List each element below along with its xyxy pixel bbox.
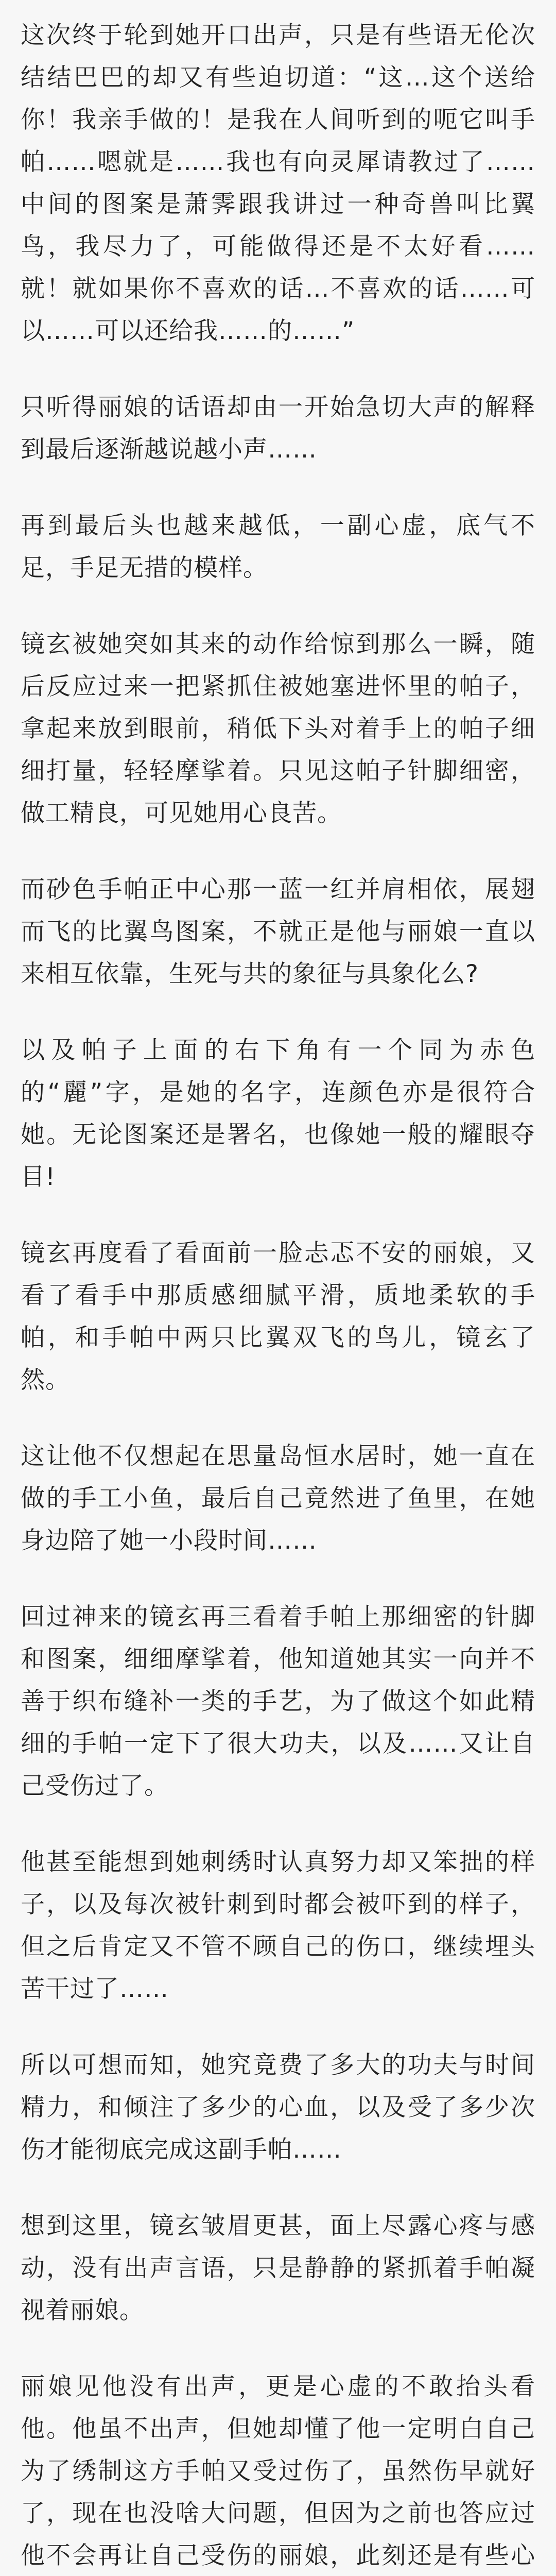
paragraph: 再到最后头也越来越低，一副心虚，底气不足，手足无措的模样。 [21, 512, 535, 582]
paragraph: 这次终于轮到她开口出声，只是有些语无伦次结结巴巴的却又有些迫切道：“这…这个送给你！我亲手做的！是我在人间听到的呃它叫手帕……嗯就是……我也有向灵犀请教过了……中间的图案是萧霁跟我讲过一种奇兽叫比翼鸟，我尽力了，可能做得还是不太好看……就！就如果你不喜欢的话…不喜欢的话……可以……可以还给我……的……” [21, 21, 535, 345]
paragraph: 镜玄被她突如其来的动作给惊到那么一瞬，随后反应过来一把紧抓住被她塞进怀里的帕子，拿起来放到眼前，稍低下头对着手上的帕子细细打量，轻轻摩挲着。只见这帕子针脚细密，做工精良，可见她用心良苦。 [21, 630, 535, 827]
paragraph: 只听得丽娘的话语却由一开始急切大声的解释到最后逐渐越说越小声…… [21, 393, 535, 464]
paragraph: 回过神来的镜玄再三看着手帕上那细密的针脚和图案，细细摩挲着，他知道她其实一向并不善于织布缝补一类的手艺，为了做这个如此精细的手帕一定下了很大功夫，以及……又让自己受伤过了。 [21, 1603, 535, 1800]
paragraph: 所以可想而知，她究竟费了多大的功夫与时间精力，和倾注了多少的心血，以及受了多少次伤才能彻底完成这副手帕…… [21, 2051, 535, 2164]
paragraph: 镜玄再度看了看面前一脸忐忑不安的丽娘，又看了看手中那质感细腻平滑，质地柔软的手帕，和手帕中两只比翼双飞的鸟儿，镜玄了然。 [21, 1239, 535, 1394]
paragraph: 他甚至能想到她刺绣时认真努力却又笨拙的样子，以及每次被针刺到时都会被吓到的样子，但之后肯定又不管不顾自己的伤口，继续埋头苦干过了…… [21, 1848, 535, 2003]
paragraph: 丽娘见他没有出声，更是心虚的不敢抬头看他。他虽不出声，但她却懂了他一定明白自己为了绣制这方手帕又受过伤了，虽然伤早就好了，现在也没啥大问题，但因为之前也答应过他不会再让自己受伤的丽娘，此刻还是有些心 [21, 2372, 535, 2570]
paragraph: 而砂色手帕正中心那一蓝一红并肩相依，展翅而飞的比翼鸟图案，不就正是他与丽娘一直以来相互依靠，生死与共的象征与具象化么? [21, 875, 535, 988]
paragraph: 这让他不仅想起在思量岛恒水居时，她一直在做的手工小鱼，最后自己竟然进了鱼里，在她身边陪了她一小段时间…… [21, 1442, 535, 1555]
paragraph: 以及帕子上面的右下角有一个同为赤色的“麗”字，是她的名字，连颜色亦是很符合她。无论图案还是署名，也像她一般的耀眼夺目! [21, 1036, 535, 1191]
paragraph: 想到这里，镜玄皱眉更甚，面上尽露心疼与感动，没有出声言语，只是静静的紧抓着手帕凝视着丽娘。 [21, 2212, 535, 2325]
